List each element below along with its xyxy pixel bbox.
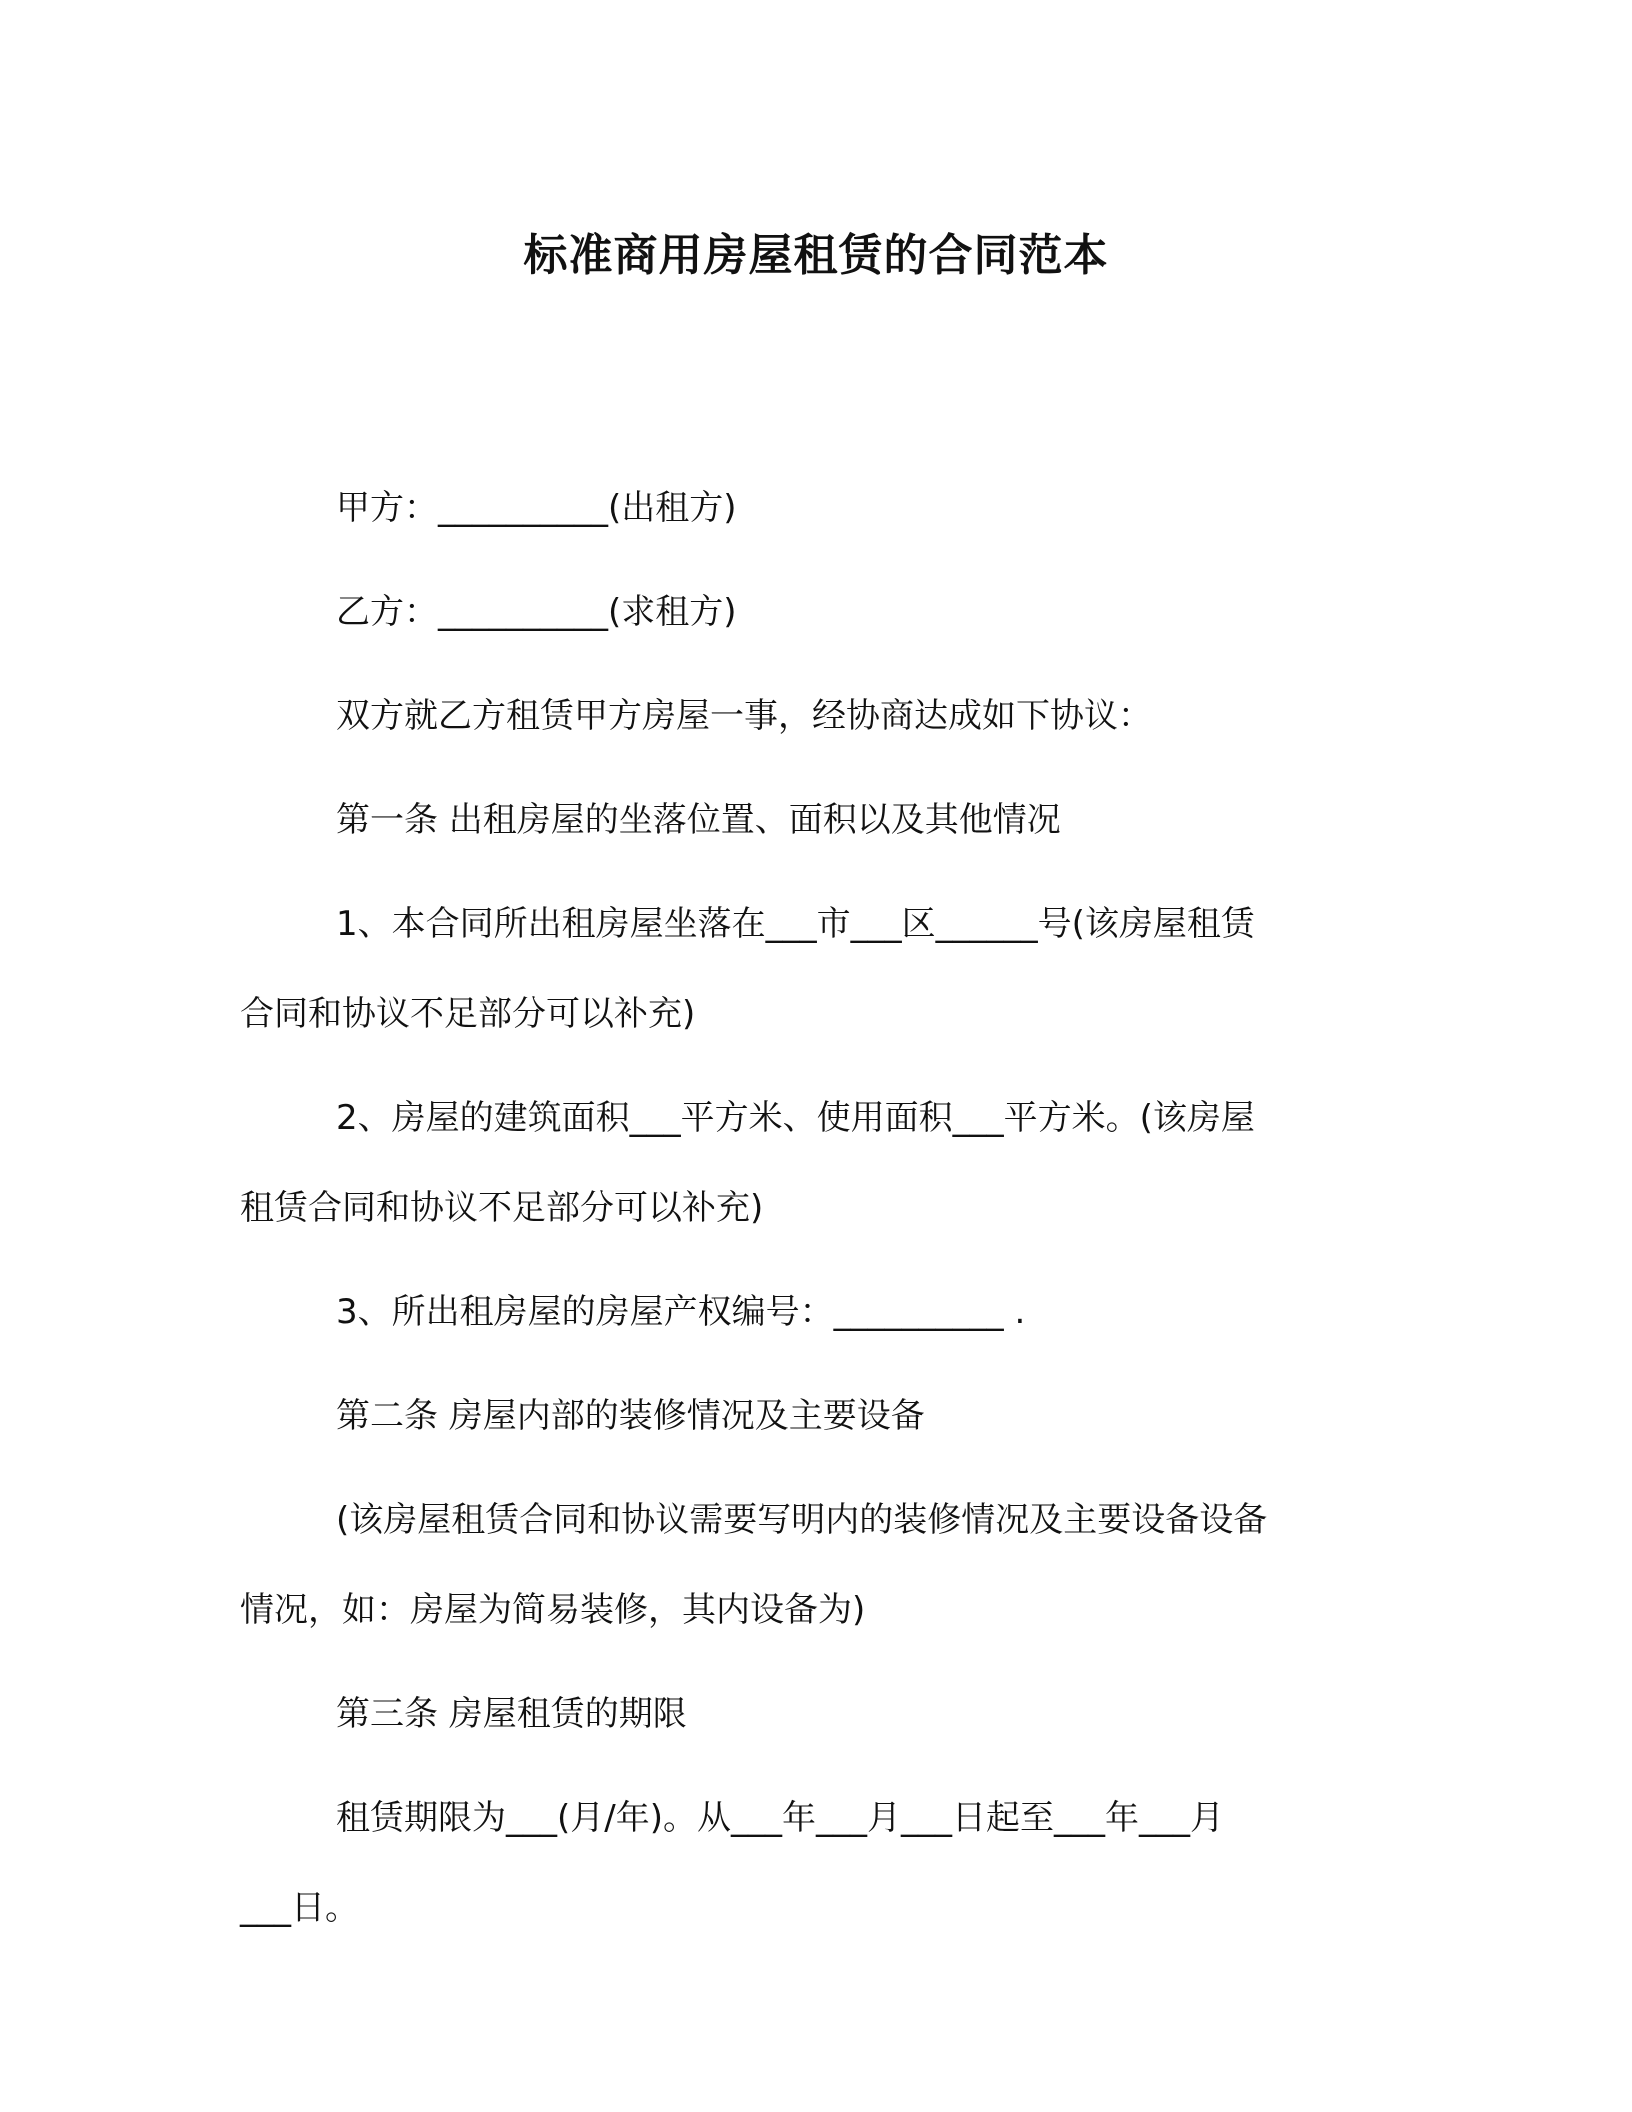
paragraph-line: 甲方：__________(出租方) — [336, 488, 737, 528]
paragraph-agreement-intro — [240, 694, 1360, 738]
paragraph-line: 第三条 房屋租赁的期限 — [336, 1694, 687, 1734]
paragraph-line: 第二条 房屋内部的装修情况及主要设备 — [336, 1396, 925, 1436]
clause-2-area — [240, 1096, 1360, 1230]
paragraph-line-continued: ___日。 — [240, 1888, 359, 1928]
paragraph-line: 3、所出租房屋的房屋产权编号：__________ . — [336, 1292, 1026, 1332]
paragraph-line: 乙方：__________(求租方) — [336, 592, 737, 632]
paragraph-line: 双方就乙方租赁甲方房屋一事，经协商达成如下协议： — [336, 696, 1152, 736]
paragraph-line: (该房屋租赁合同和协议需要写明内的装修情况及主要设备设备 — [336, 1500, 1268, 1540]
paragraph-line-continued: 情况，如：房屋为简易装修，其内设备为) — [240, 1590, 866, 1630]
document-title: 标准商用房屋租赁的合同范本 — [523, 230, 1109, 281]
paragraph-line-continued: 租赁合同和协议不足部分可以补充) — [240, 1188, 764, 1228]
paragraph-party-b — [240, 590, 1360, 634]
paragraph-line: 2、房屋的建筑面积___平方米、使用面积___平方米。(该房屋 — [336, 1098, 1255, 1138]
paragraph-party-a — [240, 486, 1360, 530]
document-body — [240, 486, 1360, 1990]
paragraph-line-continued: 合同和协议不足部分可以补充) — [240, 994, 696, 1034]
clause-1-location — [240, 902, 1360, 1036]
paragraph-line: 租赁期限为___(月/年)。从___年___月___日起至___年___月 — [336, 1798, 1224, 1838]
article-3-heading — [240, 1692, 1360, 1736]
paragraph-line: 1、本合同所出租房屋坐落在___市___区______号(该房屋租赁 — [336, 904, 1255, 944]
article-2-heading — [240, 1394, 1360, 1438]
article-1-heading — [240, 798, 1360, 842]
clause-3-property-number — [240, 1290, 1360, 1334]
article-2-content — [240, 1498, 1360, 1632]
article-3-content — [240, 1796, 1360, 1930]
paragraph-line: 第一条 出租房屋的坐落位置、面积以及其他情况 — [336, 800, 1061, 840]
